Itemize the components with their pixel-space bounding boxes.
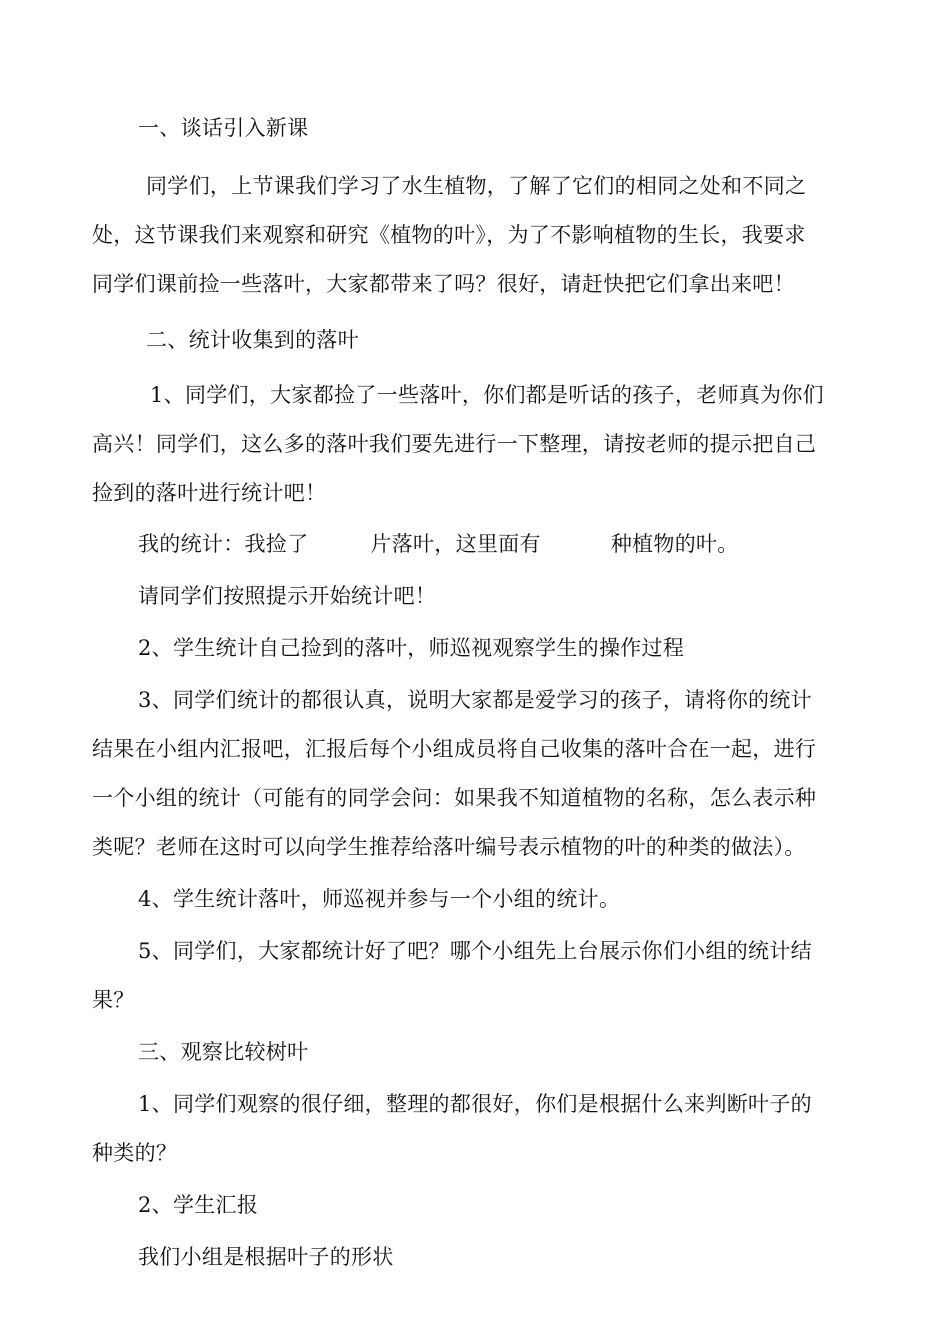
paragraph-3 xyxy=(92,676,860,872)
paragraph-line: 高兴！同学们，这么多的落叶我们要先进行一下整理，请按老师的提示把自己 xyxy=(92,432,817,456)
paragraph-line: 同学们课前捡一些落叶，大家都带来了吗？很好，请赶快把它们拿出来吧！ xyxy=(92,272,795,296)
section-heading-1: 一、谈话引入新课 xyxy=(138,116,309,140)
section-heading-3: 三、观察比较树叶 xyxy=(138,1040,309,1064)
paragraph-4: 4、学生统计落叶，师巡视并参与一个小组的统计。 xyxy=(138,887,621,911)
section-heading-2: 二、统计收集到的落叶 xyxy=(146,328,359,352)
stat-text-c: 种植物的叶。 xyxy=(610,532,739,556)
paragraph-line: 一个小组的统计（可能有的同学会问：如果我不知道植物的名称，怎么表示种 xyxy=(92,786,817,810)
paragraph-line: 类呢？老师在这时可以向学生推荐给落叶编号表示植物的叶的种类的做法）。 xyxy=(92,835,806,859)
paragraph-5 xyxy=(92,927,860,1025)
paragraph-line: 果？ xyxy=(92,988,135,1012)
paragraph-line: 处，这节课我们来观察和研究《植物的叶》，为了不影响植物的生长，我要求 xyxy=(92,223,806,247)
paragraph-line: 3、同学们统计的都很认真，说明大家都是爱学习的孩子，请将你的统计 xyxy=(138,688,812,712)
question-3: 我们小组是根据叶子的形状 xyxy=(138,1245,394,1269)
question-1 xyxy=(92,1080,860,1178)
paragraph-line: 5、同学们，大家都统计好了吧？哪个小组先上台展示你们小组的统计结 xyxy=(138,939,812,963)
stat-text-b: 片落叶，这里面有 xyxy=(370,532,541,556)
question-2: 2、学生汇报 xyxy=(138,1193,259,1217)
document-body xyxy=(92,104,860,1282)
paragraph-line: 结果在小组内汇报吧，汇报后每个小组成员将自己收集的落叶合在一起，进行 xyxy=(92,737,817,761)
statistics-template-line xyxy=(92,520,860,569)
paragraph-line: 1、同学们，大家都捡了一些落叶，你们都是听话的孩子，老师真为你们 xyxy=(150,383,824,407)
paragraph-line: 1、同学们观察的很仔细，整理的都很好，你们是根据什么来判断叶子的 xyxy=(138,1092,812,1116)
paragraph-line: 捡到的落叶进行统计吧！ xyxy=(92,481,327,505)
stat-text-a: 我的统计：我捡了 xyxy=(138,532,309,556)
prompt-line: 请同学们按照提示开始统计吧！ xyxy=(138,584,437,608)
paragraph-intro xyxy=(92,162,860,309)
paragraph-2: 2、学生统计自己捡到的落叶，师巡视观察学生的操作过程 xyxy=(138,636,685,660)
paragraph-line: 种类的？ xyxy=(92,1141,178,1165)
paragraph-1 xyxy=(92,371,860,518)
paragraph-line: 同学们，上节课我们学习了水生植物，了解了它们的相同之处和不同之 xyxy=(146,174,807,198)
